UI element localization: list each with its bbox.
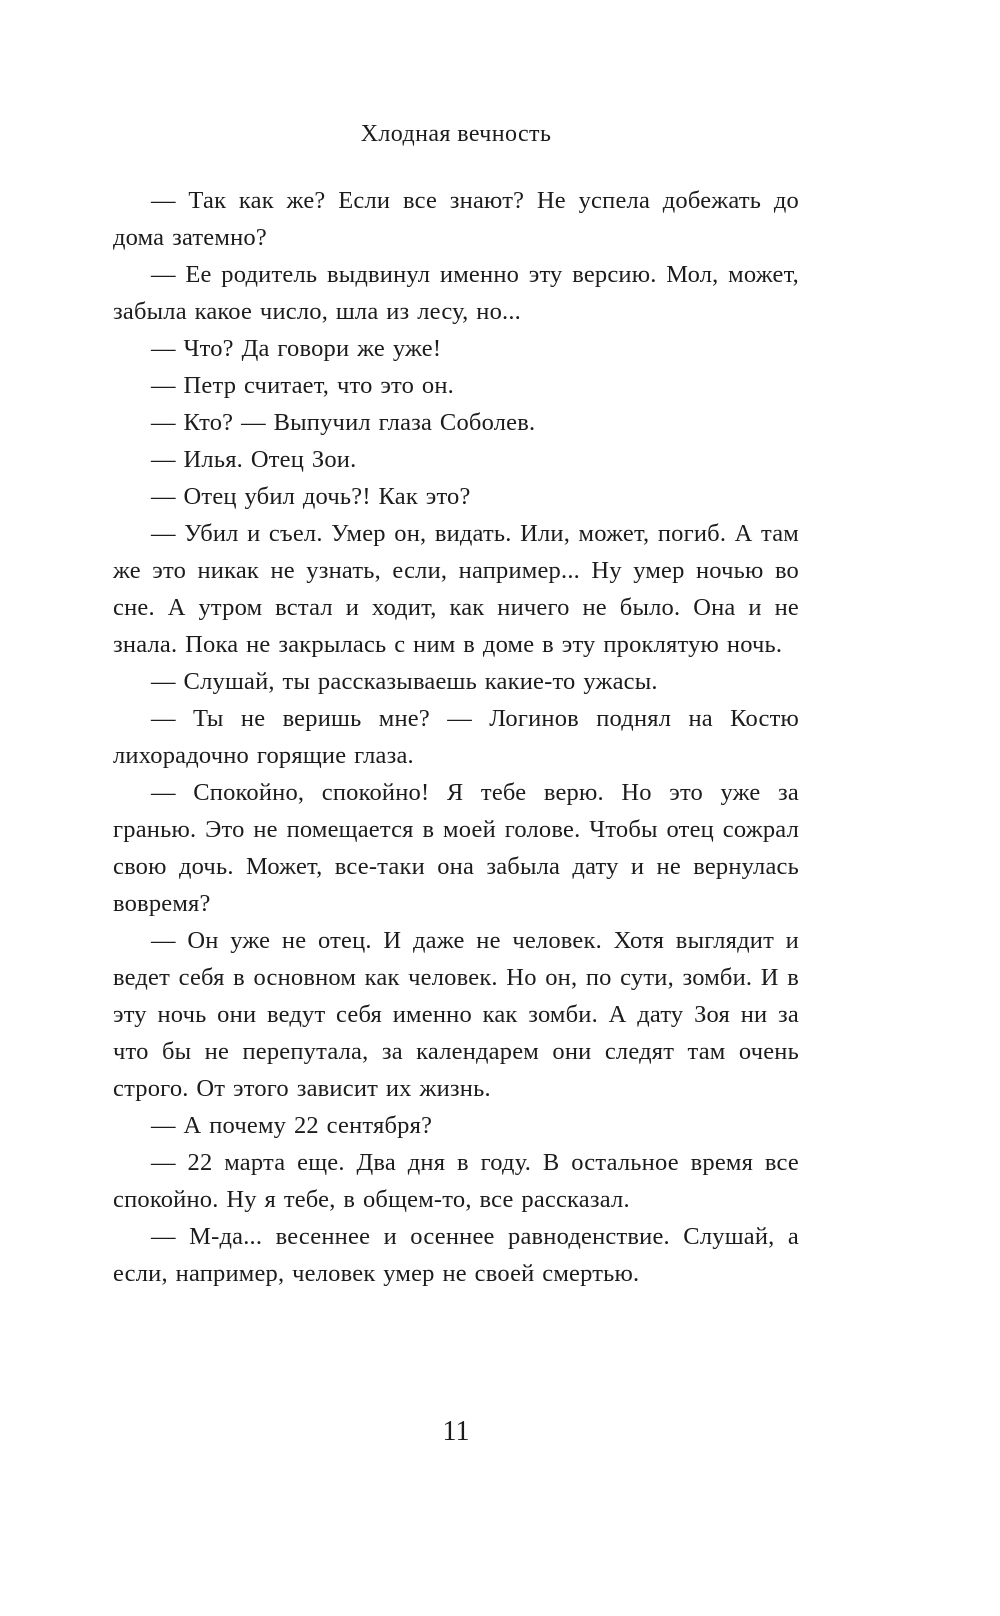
paragraph: — Ты не веришь мне? — Логинов поднял на Костю лихорадочно горящие глаза.	[113, 705, 799, 769]
running-head: Хлодная вечность	[360, 121, 552, 147]
paragraph: — А почему 22 сентября?	[151, 1112, 433, 1139]
paragraph: — Петр считает, что это он.	[151, 372, 454, 399]
paragraph: — Что? Да говори же уже!	[151, 335, 442, 362]
paragraph: — Илья. Отец Зои.	[151, 446, 357, 473]
paragraph: — Отец убил дочь?! Как это?	[151, 483, 471, 510]
page-body	[113, 120, 799, 1292]
paragraph: — Убил и съел. Умер он, видать. Или, может, погиб. А там же это никак не узнать, если, например... Ну умер ночью во сне. А утром встал и ходит, как ничего не было. Она и не знала. Пока не закрылась с ним в доме в эту проклятую ночь.	[113, 520, 799, 658]
paragraph: — Слушай, ты рассказываешь какие-то ужасы.	[151, 668, 658, 695]
paragraph: — М-да... весеннее и осеннее равноденствие. Слушай, а если, например, человек умер не своей смертью.	[113, 1223, 799, 1287]
page-number: 11	[442, 1416, 470, 1447]
paragraph: — Ее родитель выдвинул именно эту версию. Мол, может, забыла какое число, шла из лесу, но...	[113, 261, 799, 325]
paragraph: — Он уже не отец. И даже не человек. Хотя выглядит и ведет себя в основном как человек. Но он, по сути, зомби. И в эту ночь они ведут себя именно как зомби. А дату Зоя ни за что бы не перепутала, за календарем они следят там очень строго. От этого зависит их жизнь.	[113, 927, 799, 1102]
paragraph: — Так как же? Если все знают? Не успела добежать до дома затемно?	[113, 187, 799, 251]
paragraph: — 22 марта еще. Два дня в году. В остальное время все спокойно. Ну я тебе, в общем-то, все рассказал.	[113, 1149, 799, 1213]
paragraph: — Спокойно, спокойно! Я тебе верю. Но это уже за гранью. Это не помещается в моей голове. Чтобы отец сожрал свою дочь. Может, все-таки она забыла дату и не вернулась вовремя?	[113, 779, 799, 917]
text-block	[113, 182, 799, 1292]
paragraph: — Кто? — Выпучил глаза Соболев.	[151, 409, 536, 436]
